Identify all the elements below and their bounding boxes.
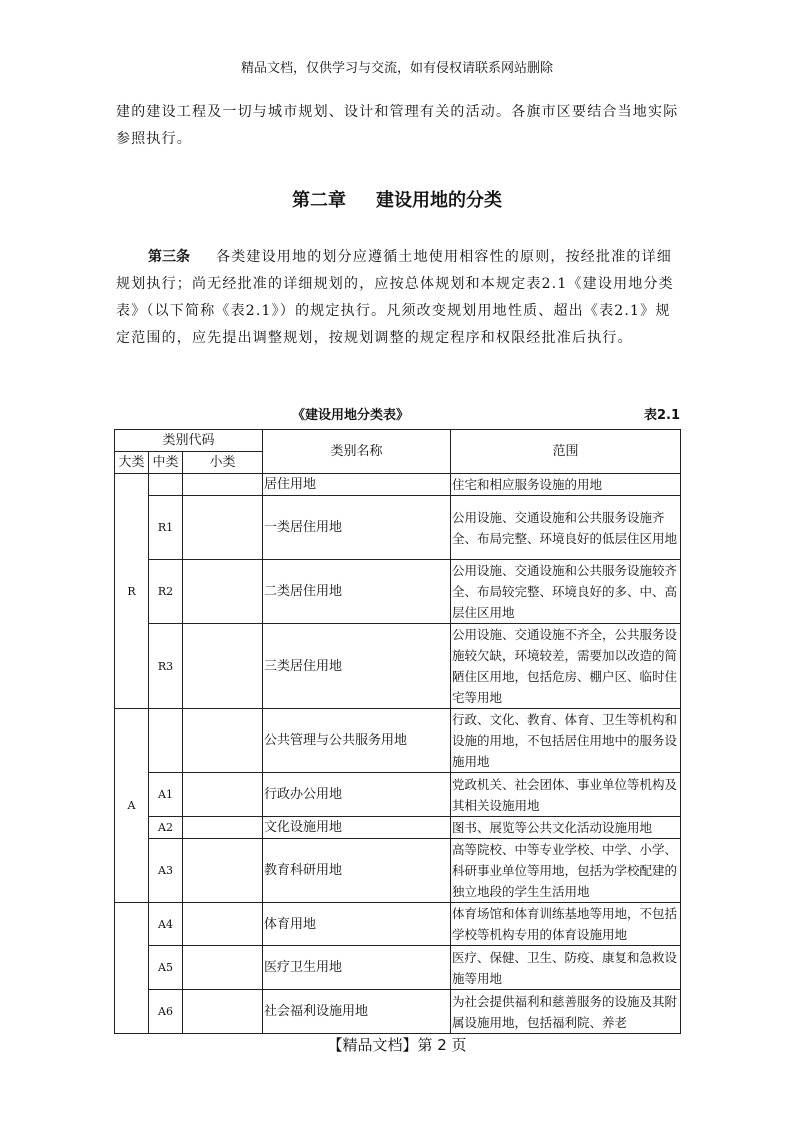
- minor-code: [183, 903, 263, 946]
- minor-code: [183, 709, 263, 773]
- mid-code: [149, 709, 183, 773]
- category-range: 住宅和相应服务设施的用地: [451, 474, 681, 496]
- chapter-number: 第二章: [292, 190, 346, 211]
- category-range: 为社会提供福利和慈善服务的设施及其附属设施用地，包括福利院、养老: [451, 990, 681, 1034]
- table-caption: [116, 404, 680, 424]
- minor-code: [183, 817, 263, 839]
- category-range: 体育场馆和体育训练基地等用地，不包括学校等机构专用的体育设施用地: [451, 903, 681, 946]
- header-code-group: 类别代码: [115, 430, 263, 452]
- category-range: 医疗、保健、卫生、防疫、康复和急救设施等用地: [451, 946, 681, 990]
- category-name: 教育科研用地: [263, 839, 451, 903]
- category-name: 体育用地: [263, 903, 451, 946]
- minor-code: [183, 990, 263, 1034]
- page-footer: 【精品文档】第 2 页: [327, 1036, 467, 1054]
- category-range: 公用设施、交通设施不齐全，公共服务设施较欠缺，环境较差，需要加以改造的简陋住区用地，包括危房、棚户区、临时住宅等用地: [451, 624, 681, 709]
- article-text: 各类建设用地的划分应遵循土地使用相容性的原则，按经批准的详细规划执行；尚无经批准的详细规划的，应按总体规划和本规定表2.1《建设用地分类表》（以下简称《表2.1》）的规定执行。凡须改变规划用地性质、超出《表2.1》规定范围的，应先提出调整规划，按规划调整的规定程序和权限经批准后执行。: [116, 249, 674, 346]
- category-name: 一类居住用地: [263, 496, 451, 560]
- table-row: [115, 990, 681, 1034]
- minor-code: [183, 474, 263, 496]
- category-name: 行政办公用地: [263, 773, 451, 817]
- table-row: [115, 560, 681, 624]
- category-name: 居住用地: [263, 474, 451, 496]
- table-row: [115, 817, 681, 839]
- article-label: 第三条: [148, 249, 190, 265]
- header-minor: 小类: [183, 452, 263, 474]
- mid-code: A4: [149, 903, 183, 946]
- mid-code: A6: [149, 990, 183, 1034]
- minor-code: [183, 624, 263, 709]
- table-row: [115, 474, 681, 496]
- table-row: [115, 496, 681, 560]
- mid-code: A2: [149, 817, 183, 839]
- table-row: [115, 709, 681, 773]
- page-header: 精品文档，仅供学习与交流，如有侵权请联系网站删除: [240, 61, 553, 76]
- major-code: A: [115, 709, 149, 903]
- header-major: 大类: [115, 452, 149, 474]
- minor-code: [183, 496, 263, 560]
- mid-code: R3: [149, 624, 183, 709]
- header-range: 范围: [451, 430, 681, 474]
- category-range: 公用设施、交通设施和公共服务设施较齐全、布局较完整、环境良好的多、中、高层住区用地: [451, 560, 681, 624]
- category-range: 党政机关、社会团体、事业单位等机构及其相关设施用地: [451, 773, 681, 817]
- mid-code: A3: [149, 839, 183, 903]
- land-classification-table: [114, 429, 681, 1034]
- table-row: [115, 624, 681, 709]
- table-number: 表2.1: [643, 408, 680, 423]
- category-range: 图书、展览等公共文化活动设施用地: [451, 817, 681, 839]
- minor-code: [183, 773, 263, 817]
- mid-code: A1: [149, 773, 183, 817]
- major-code: [115, 903, 149, 1034]
- mid-code: R2: [149, 560, 183, 624]
- header-mid: 中类: [149, 452, 183, 474]
- category-name: 文化设施用地: [263, 817, 451, 839]
- table-row: [115, 839, 681, 903]
- mid-code: R1: [149, 496, 183, 560]
- table-title: 《建设用地分类表》: [292, 408, 410, 423]
- mid-code: A5: [149, 946, 183, 990]
- intro-paragraph: 建的建设工程及一切与城市规划、设计和管理有关的活动。各旗市区要结合当地实际参照执行。: [116, 104, 679, 147]
- minor-code: [183, 839, 263, 903]
- chapter-title: 建设用地的分类: [376, 190, 502, 211]
- minor-code: [183, 560, 263, 624]
- table-row: [115, 773, 681, 817]
- major-code: R: [115, 474, 149, 709]
- category-name: 公共管理与公共服务用地: [263, 709, 451, 773]
- minor-code: [183, 946, 263, 990]
- category-name: 社会福利设施用地: [263, 990, 451, 1034]
- category-range: 高等院校、中等专业学校、中学、小学、科研事业单位等用地，包括为学校配建的独立地段的学生生活用地: [451, 839, 681, 903]
- category-range: 公用设施、交通设施和公共服务设施齐全、布局完整、环境良好的低层住区用地: [451, 496, 681, 560]
- table-row: [115, 903, 681, 946]
- header-name: 类别名称: [263, 430, 451, 474]
- category-name: 医疗卫生用地: [263, 946, 451, 990]
- category-range: 行政、文化、教育、体育、卫生等机构和设施的用地，不包括居住用地中的服务设施用地: [451, 709, 681, 773]
- category-name: 三类居住用地: [263, 624, 451, 709]
- table-row: [115, 946, 681, 990]
- mid-code: [149, 474, 183, 496]
- chapter-heading: [0, 186, 794, 212]
- category-name: 二类居住用地: [263, 560, 451, 624]
- article-paragraph: [116, 244, 682, 352]
